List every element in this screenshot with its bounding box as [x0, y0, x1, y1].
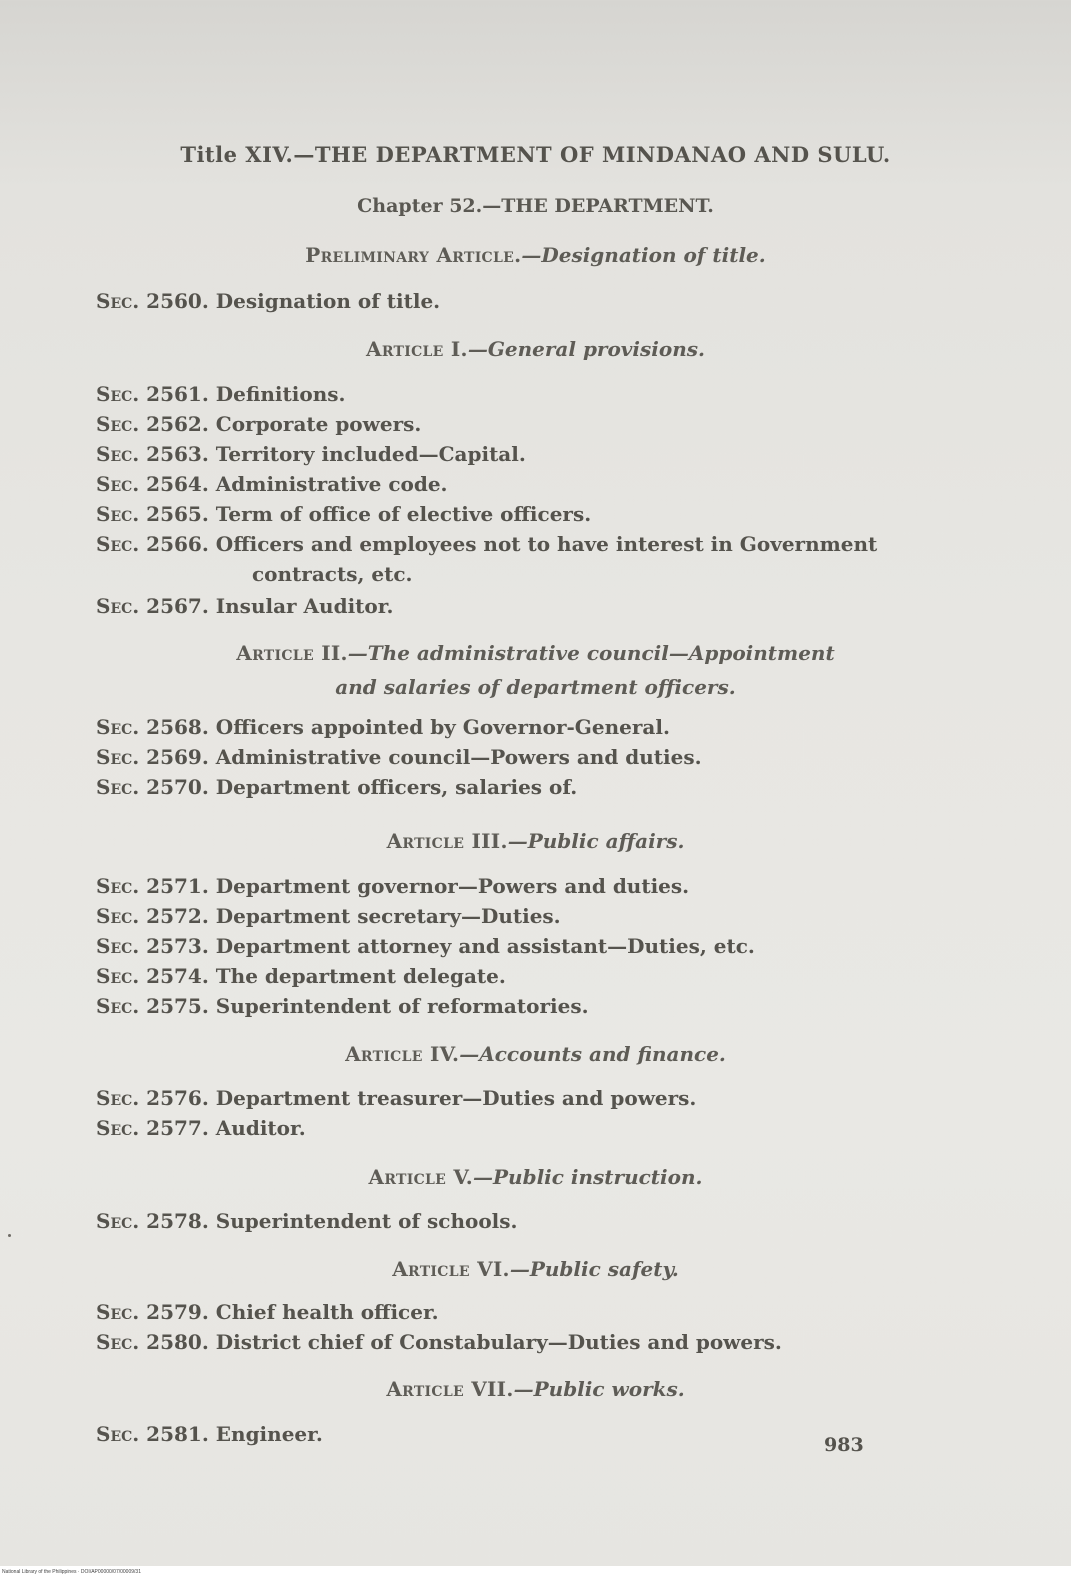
- section-number: Sec. 2565.: [96, 502, 209, 526]
- section-text: Definitions.: [215, 382, 346, 406]
- section-entry: [96, 409, 421, 439]
- section-text: Engineer.: [215, 1422, 323, 1446]
- article-label: Preliminary Article.: [305, 243, 522, 267]
- section-text: Corporate powers.: [215, 412, 422, 436]
- article-desc: —General provisions.: [467, 337, 705, 361]
- article-label: Article VI.: [392, 1257, 510, 1281]
- section-text: Department governor—Powers and duties.: [215, 874, 690, 898]
- section-continuation: contracts, etc.: [252, 562, 413, 586]
- section-number: Sec. 2575.: [96, 994, 209, 1018]
- section-number: Sec. 2570.: [96, 775, 209, 799]
- article-label: Article I.: [366, 337, 468, 361]
- chapter-heading: Chapter 52.—THE DEPARTMENT.: [357, 195, 714, 217]
- section-number: Sec. 2576.: [96, 1086, 209, 1110]
- section-entry: [96, 1297, 439, 1327]
- section-entry: [96, 379, 345, 409]
- section-entry: [96, 439, 526, 469]
- section-number: Sec. 2562.: [96, 412, 209, 436]
- article-label: Article VII.: [386, 1377, 514, 1401]
- article-desc-line2: and salaries of department officers.: [335, 675, 736, 699]
- section-text: Designation of title.: [215, 289, 441, 313]
- section-text: District chief of Constabulary—Duties and powers.: [215, 1330, 782, 1354]
- article-desc: —Public works.: [513, 1377, 685, 1401]
- section-text: Chief health officer.: [215, 1300, 439, 1324]
- article-heading-vii: [0, 1372, 1071, 1406]
- section-entry: [96, 529, 877, 589]
- article-heading-iv: [0, 1037, 1071, 1071]
- article-label: Article III.: [386, 829, 508, 853]
- section-entry: [96, 712, 670, 742]
- section-number: Sec. 2561.: [96, 382, 209, 406]
- scan-speck: [8, 1234, 11, 1237]
- section-entry: [96, 499, 591, 529]
- article-desc: —Public safety.: [509, 1257, 679, 1281]
- section-entry: [96, 742, 702, 772]
- section-entry: [96, 1113, 306, 1143]
- section-number: Sec. 2581.: [96, 1422, 209, 1446]
- section-number: Sec. 2580.: [96, 1330, 209, 1354]
- section-entry: [96, 1206, 518, 1236]
- section-text: Territory included—Capital.: [215, 442, 526, 466]
- section-entry: [96, 469, 448, 499]
- section-entry: [96, 286, 440, 316]
- article-label: Article II.: [236, 641, 348, 665]
- section-number: Sec. 2566.: [96, 532, 209, 556]
- section-entry: [96, 961, 506, 991]
- section-text: Department secretary—Duties.: [215, 904, 561, 928]
- article-desc: —Accounts and finance.: [459, 1042, 726, 1066]
- section-entry: [96, 991, 589, 1021]
- section-entry: [96, 901, 561, 931]
- section-number: Sec. 2577.: [96, 1116, 209, 1140]
- section-number: Sec. 2573.: [96, 934, 209, 958]
- section-entry: [96, 1083, 696, 1113]
- section-number: Sec. 2569.: [96, 745, 209, 769]
- article-heading-ii: [0, 636, 1071, 704]
- section-text: Administrative council—Powers and duties.: [215, 745, 702, 769]
- section-entry: [96, 1327, 782, 1357]
- article-label: Article IV.: [345, 1042, 460, 1066]
- section-number: Sec. 2572.: [96, 904, 209, 928]
- section-text: Term of office of elective officers.: [215, 502, 592, 526]
- section-entry: [96, 591, 393, 621]
- article-heading-iii: [0, 824, 1071, 858]
- section-number: Sec. 2567.: [96, 594, 209, 618]
- section-number: Sec. 2574.: [96, 964, 209, 988]
- article-desc: —Designation of title.: [521, 243, 766, 267]
- article-desc: —Public instruction.: [473, 1165, 703, 1189]
- title-heading: Title XIV.—THE DEPARTMENT OF MINDANAO AND SULU.: [180, 142, 891, 167]
- article-heading-i: [0, 332, 1071, 366]
- section-text: Auditor.: [215, 1116, 306, 1140]
- article-heading-preliminary: [0, 238, 1071, 272]
- section-number: Sec. 2560.: [96, 289, 209, 313]
- section-text: Insular Auditor.: [215, 594, 394, 618]
- section-entry: [96, 1419, 323, 1449]
- section-text: The department delegate.: [215, 964, 506, 988]
- article-label: Article V.: [368, 1165, 473, 1189]
- section-number: Sec. 2568.: [96, 715, 209, 739]
- article-desc: —Public affairs.: [507, 829, 685, 853]
- page-number: 983: [824, 1434, 864, 1456]
- article-desc: —The administrative council—Appointment: [347, 641, 835, 665]
- section-number: Sec. 2571.: [96, 874, 209, 898]
- scan-footer: National Library of the Philippines · DOI/AP00000/07/00009/31: [0, 1566, 1071, 1578]
- section-entry: [96, 931, 755, 961]
- section-number: Sec. 2578.: [96, 1209, 209, 1233]
- section-number: Sec. 2579.: [96, 1300, 209, 1324]
- section-text: Administrative code.: [215, 472, 448, 496]
- section-entry: [96, 772, 577, 802]
- section-text: Officers appointed by Governor-General.: [215, 715, 670, 739]
- section-text: Officers and employees not to have interest in Government: [215, 532, 878, 556]
- article-heading-v: [0, 1160, 1071, 1194]
- section-entry: [96, 871, 689, 901]
- section-text: Superintendent of schools.: [215, 1209, 518, 1233]
- section-number: Sec. 2563.: [96, 442, 209, 466]
- section-text: Department treasurer—Duties and powers.: [215, 1086, 697, 1110]
- section-text: Department attorney and assistant—Duties, etc.: [215, 934, 755, 958]
- section-number: Sec. 2564.: [96, 472, 209, 496]
- article-heading-vi: [0, 1252, 1071, 1286]
- section-text: Department officers, salaries of.: [215, 775, 578, 799]
- section-text: Superintendent of reformatories.: [215, 994, 589, 1018]
